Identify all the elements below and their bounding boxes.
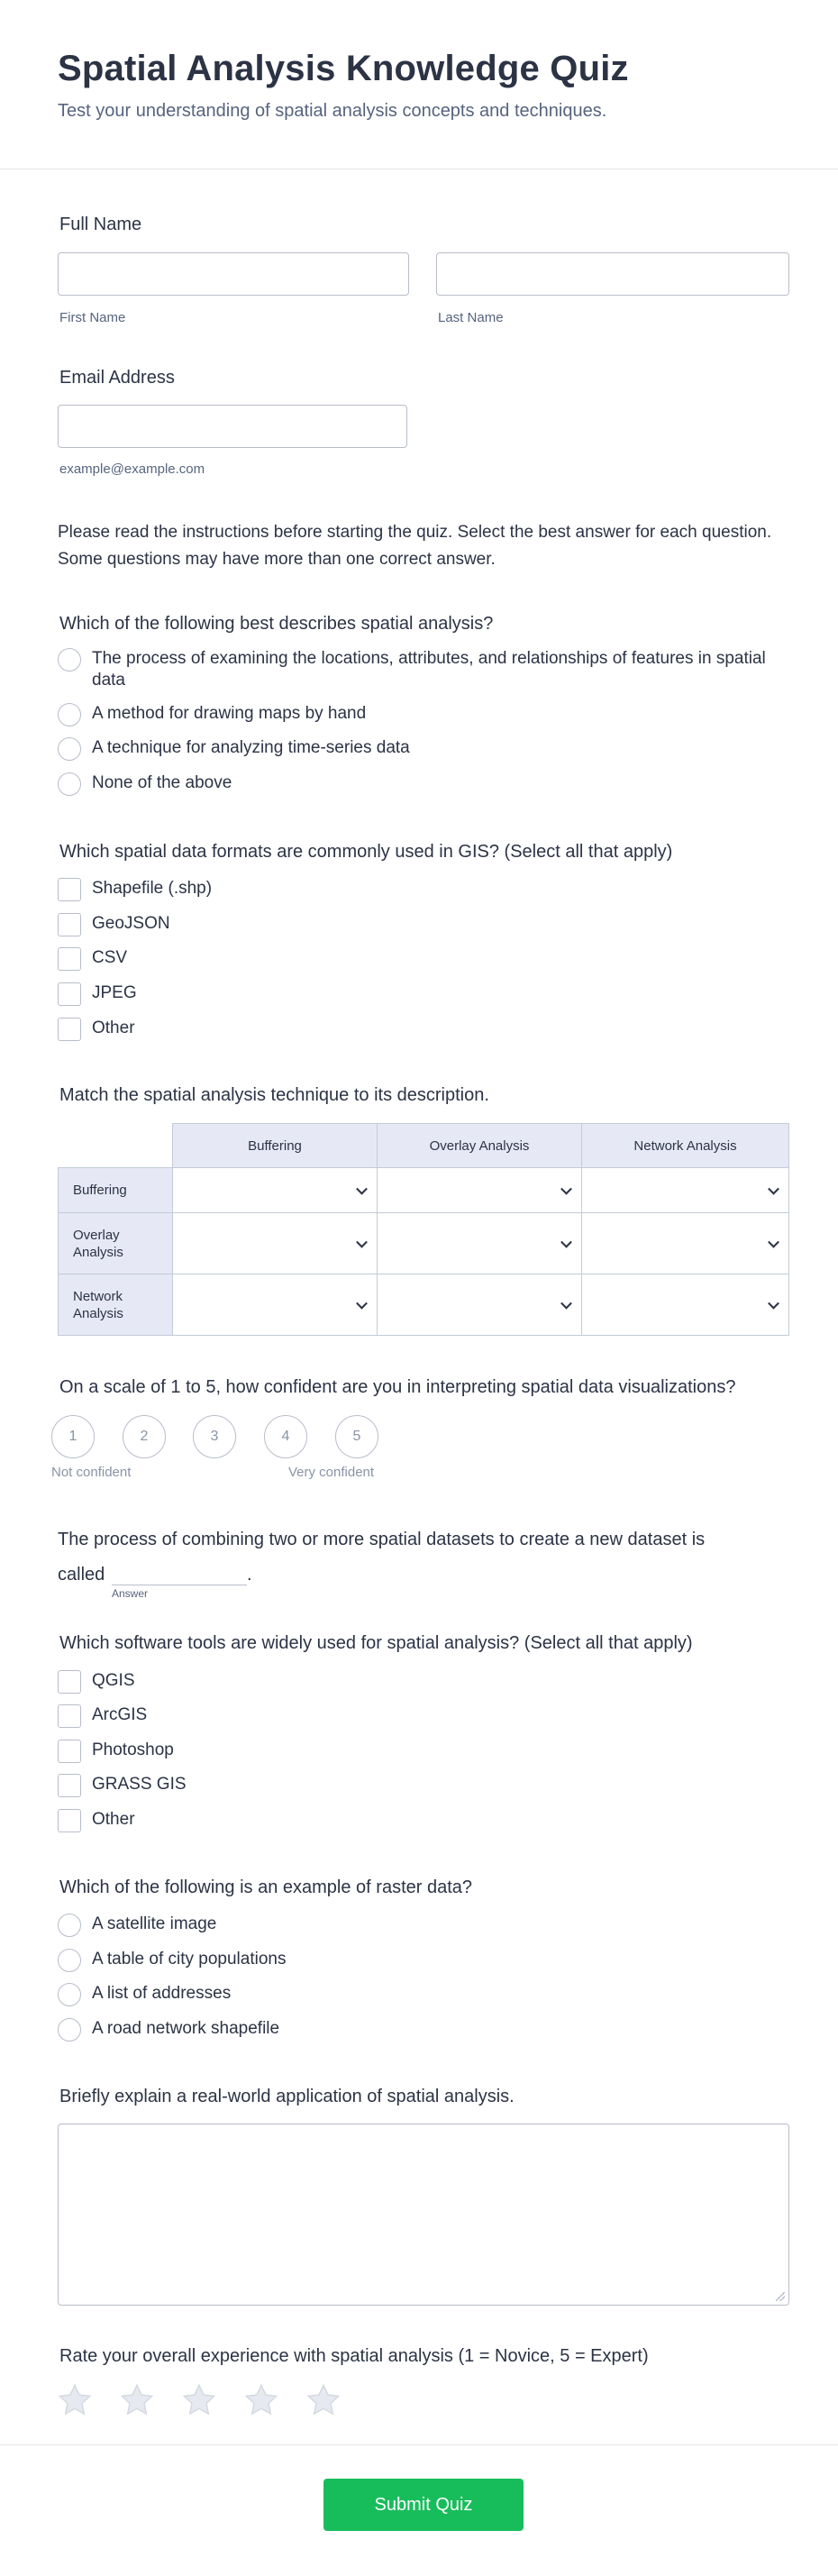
radio-button[interactable]	[58, 737, 81, 761]
q1-option-label: A technique for analyzing time-series data	[92, 738, 410, 757]
q6-option-label: QGIS	[92, 1671, 135, 1690]
last-name-sublabel: Last Name	[438, 310, 504, 325]
q2-option-label: JPEG	[92, 983, 137, 1002]
chevron-down-icon	[560, 1236, 572, 1247]
full-name-label: Full Name	[59, 215, 142, 234]
q6-option[interactable]	[58, 1670, 777, 1695]
q1-option[interactable]	[58, 737, 777, 763]
radio-button[interactable]	[58, 1914, 81, 1937]
matrix-dropdown[interactable]	[377, 1212, 582, 1274]
form-header	[0, 0, 838, 169]
q7-label: Which of the following is an example of raster data?	[59, 1877, 473, 1897]
matrix-dropdown[interactable]	[172, 1212, 378, 1274]
q4-label: On a scale of 1 to 5, how confident are you in interpreting spatial data visualizations?	[59, 1377, 736, 1397]
chevron-down-icon	[356, 1236, 368, 1247]
chevron-down-icon	[768, 1236, 779, 1247]
q1-option-label: The process of examining the locations, attributes, and relationships of features in spatial data	[92, 649, 766, 690]
chevron-down-icon	[356, 1183, 368, 1194]
q2-option[interactable]	[58, 947, 777, 973]
q5-text-period: .	[247, 1565, 252, 1585]
checkbox[interactable]	[58, 1740, 81, 1763]
q6-option[interactable]	[58, 1740, 777, 1765]
scale-high-label: Very confident	[288, 1465, 375, 1480]
star-icon[interactable]	[242, 2381, 280, 2419]
q6-option-label: GRASS GIS	[92, 1775, 187, 1794]
q2-option[interactable]	[58, 1018, 777, 1043]
q7-option-label: A road network shapefile	[92, 2019, 280, 2038]
chevron-down-icon	[560, 1297, 572, 1309]
form-title: Spatial Analysis Knowledge Quiz	[58, 49, 629, 88]
q7-option[interactable]	[58, 2018, 777, 2043]
q1-option[interactable]	[58, 772, 777, 798]
checkbox[interactable]	[58, 1704, 81, 1728]
q2-option-label: GeoJSON	[92, 914, 170, 933]
q6-option[interactable]	[58, 1809, 777, 1834]
radio-button[interactable]	[58, 2018, 81, 2042]
scale-option-4[interactable]: 4	[264, 1415, 307, 1458]
checkbox[interactable]	[58, 1774, 81, 1797]
radio-button[interactable]	[58, 703, 81, 726]
q7-option-label: A table of city populations	[92, 1950, 287, 1969]
matrix-row-header: Buffering	[58, 1167, 173, 1213]
first-name-input[interactable]	[58, 252, 409, 296]
q5-answer-sublabel: Answer	[112, 1587, 149, 1600]
radio-button[interactable]	[58, 1949, 81, 1972]
scale-option-1[interactable]: 1	[51, 1415, 95, 1458]
matrix-dropdown[interactable]	[581, 1212, 789, 1274]
q6-option[interactable]	[58, 1774, 777, 1799]
matrix-dropdown[interactable]	[172, 1274, 378, 1336]
star-icon[interactable]	[56, 2381, 94, 2419]
q6-option-label: Photoshop	[92, 1740, 174, 1759]
chevron-down-icon	[356, 1297, 368, 1309]
explanation-textarea[interactable]	[58, 2124, 789, 2306]
radio-button[interactable]	[58, 772, 81, 796]
email-input[interactable]	[58, 405, 407, 448]
checkbox[interactable]	[58, 1809, 81, 1832]
scale-option-3[interactable]: 3	[193, 1415, 236, 1458]
q2-option[interactable]	[58, 982, 777, 1008]
q2-option[interactable]	[58, 913, 777, 938]
last-name-input[interactable]	[436, 252, 789, 296]
matching-matrix	[58, 1123, 789, 1336]
matrix-dropdown[interactable]	[581, 1274, 789, 1336]
chevron-down-icon	[768, 1297, 779, 1309]
form-subtitle: Test your understanding of spatial analysis concepts and techniques.	[58, 101, 607, 121]
scale-low-label: Not confident	[51, 1465, 132, 1480]
scale-option-5[interactable]: 5	[335, 1415, 378, 1458]
matrix-dropdown[interactable]	[581, 1167, 789, 1213]
checkbox[interactable]	[58, 1670, 81, 1694]
q1-option[interactable]	[58, 703, 777, 728]
q7-option[interactable]	[58, 1949, 777, 1974]
matrix-dropdown[interactable]	[172, 1167, 378, 1213]
q7-option-label: A list of addresses	[92, 1984, 232, 2003]
email-sublabel: example@example.com	[59, 461, 205, 477]
q6-option-label: ArcGIS	[92, 1705, 148, 1724]
matrix-column-header: Buffering	[172, 1123, 378, 1168]
q2-label: Which spatial data formats are commonly used in GIS? (Select all that apply)	[59, 842, 673, 862]
q6-label: Which software tools are widely used for spatial analysis? (Select all that apply)	[59, 1633, 693, 1653]
q5-text: The process of combining two or more spatial datasets to create a new dataset is	[58, 1530, 706, 1549]
q1-option[interactable]	[58, 648, 777, 695]
matrix-row-header: Overlay Analysis	[58, 1212, 173, 1274]
q7-option-label: A satellite image	[92, 1914, 217, 1933]
instructions-text: Please read the instructions before starting the quiz. Select the best answer for each question. Some questions may have more than one correct answer.	[58, 523, 772, 569]
q2-option-label: Other	[92, 1019, 135, 1037]
matrix-dropdown[interactable]	[377, 1274, 582, 1336]
star-icon[interactable]	[118, 2381, 156, 2419]
q2-option-label: CSV	[92, 948, 128, 967]
matrix-column-header: Overlay Analysis	[377, 1123, 582, 1168]
q9-label: Rate your overall experience with spatial analysis (1 = Novice, 5 = Expert)	[59, 2346, 649, 2366]
first-name-sublabel: First Name	[59, 310, 126, 325]
q1-option-label: None of the above	[92, 773, 232, 792]
q3-label: Match the spatial analysis technique to its description.	[59, 1085, 489, 1105]
q5-text-called: called	[58, 1565, 105, 1585]
q2-option-label: Shapefile (.shp)	[92, 879, 213, 898]
q7-option[interactable]	[58, 1914, 777, 1939]
star-icon[interactable]	[180, 2381, 218, 2419]
radio-button[interactable]	[58, 1983, 81, 2006]
chevron-down-icon	[560, 1183, 572, 1194]
q2-option[interactable]	[58, 878, 777, 903]
resize-handle-icon[interactable]	[776, 2292, 785, 2301]
submit-button[interactable]: Submit Quiz	[323, 2479, 524, 2531]
email-label: Email Address	[59, 368, 175, 388]
checkbox[interactable]	[58, 878, 81, 901]
chevron-down-icon	[768, 1183, 779, 1194]
q6-option[interactable]	[58, 1704, 777, 1730]
q1-label: Which of the following best describes spatial analysis?	[59, 614, 494, 634]
checkbox[interactable]	[58, 1018, 81, 1041]
matrix-dropdown[interactable]	[377, 1167, 582, 1213]
q7-option[interactable]	[58, 1983, 777, 2008]
q1-option-label: A method for drawing maps by hand	[92, 704, 367, 723]
q6-option-label: Other	[92, 1810, 135, 1829]
q8-label: Briefly explain a real-world application of spatial analysis.	[59, 2087, 515, 2106]
checkbox[interactable]	[58, 947, 81, 971]
checkbox[interactable]	[58, 982, 81, 1006]
star-icon[interactable]	[305, 2381, 342, 2419]
matrix-column-header: Network Analysis	[581, 1123, 789, 1168]
checkbox[interactable]	[58, 913, 81, 936]
matrix-row-header: Network Analysis	[58, 1274, 173, 1336]
footer-divider	[0, 2444, 838, 2445]
scale-option-2[interactable]: 2	[123, 1415, 166, 1458]
radio-button[interactable]	[58, 648, 81, 671]
